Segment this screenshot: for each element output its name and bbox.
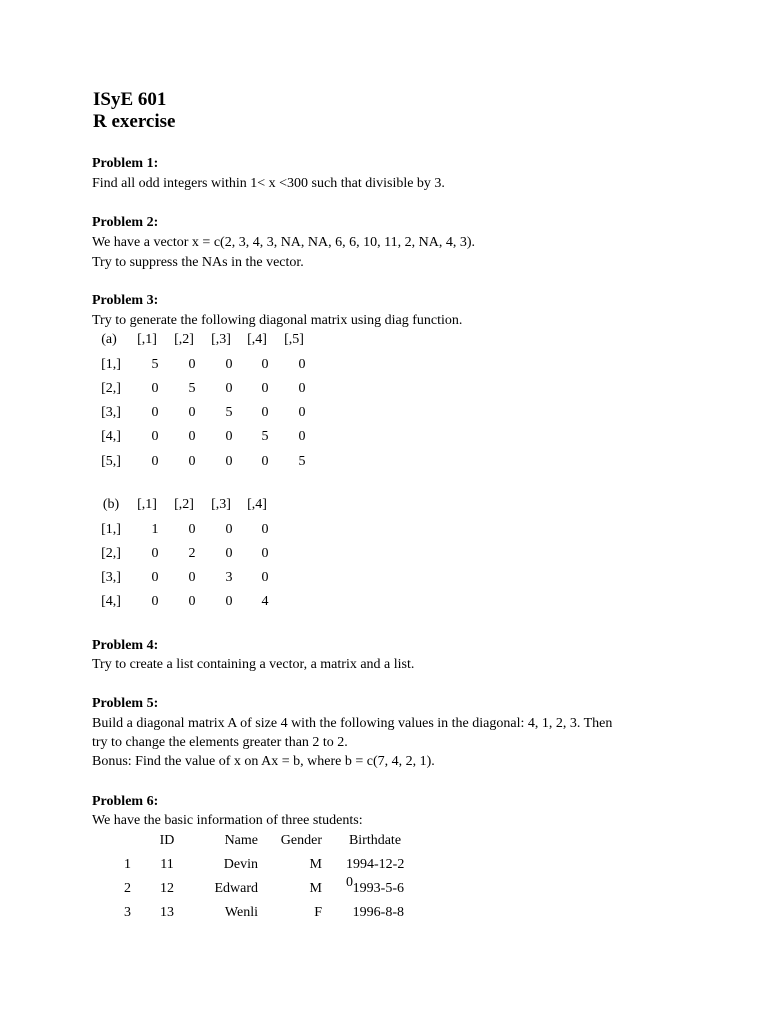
matrix-a-cell: 0 [225,429,233,444]
table-cell-birthdate: 1996-8-8 [352,905,404,920]
matrix-a-cell: 0 [261,357,269,372]
problem-5-line-2: try to change the elements greater than 2 to 2. [92,735,348,750]
matrix-a-row-header: [5,] [101,454,121,469]
table-cell-gender: F [314,905,322,920]
matrix-b-col-header: [,3] [211,497,231,512]
matrix-a-cell: 0 [225,357,233,372]
matrix-a-cell: 0 [225,454,233,469]
matrix-b-cell: 3 [225,570,233,585]
matrix-a-cell: 0 [298,381,306,396]
problem-2-heading: Problem 2: [92,215,159,230]
problem-2-line-1: We have a vector x = c(2, 3, 4, 3, NA, NA, 6, 6, 10, 11, 2, NA, 4, 3). [92,235,476,250]
matrix-b-cell: 0 [151,594,159,609]
matrix-b-cell: 0 [261,546,269,561]
table-cell-birthdate: 1993-5-6 [352,881,404,896]
matrix-a-col-header: [,2] [174,332,194,347]
matrix-b-cell: 0 [151,570,159,585]
matrix-a-cell: 5 [151,357,159,372]
course-title: ISyE 601 [93,89,167,110]
matrix-b-cell: 0 [188,522,196,537]
matrix-a-cell: 0 [151,429,159,444]
matrix-b-row-header: [2,] [101,546,121,561]
matrix-a-row-header: [2,] [101,381,121,396]
matrix-b-cell: 4 [261,594,269,609]
matrix-a-cell: 5 [261,429,269,444]
matrix-a-cell: 0 [261,405,269,420]
matrix-a-cell: 0 [151,405,159,420]
table-cell-birthdate: 1994-12-20 [346,857,405,890]
matrix-a-cell: 0 [298,405,306,420]
matrix-b-cell: 0 [225,546,233,561]
matrix-a-cell: 0 [188,429,196,444]
problem-3-text: Try to generate the following diagonal matrix using diag function. [92,313,463,328]
table-header-id: ID [159,833,175,848]
matrix-a-col-header: [,1] [137,332,157,347]
matrix-a-cell: 0 [188,454,196,469]
problem-1-heading: Problem 1: [92,156,159,171]
matrix-a-cell: 5 [188,381,196,396]
matrix-b-cell: 0 [225,594,233,609]
table-cell-gender: M [309,857,322,872]
table-cell-name: Devin [223,857,258,872]
matrix-a-row-header: [4,] [101,429,121,444]
matrix-a-row-header: [3,] [101,405,121,420]
matrix-b-cell: 0 [151,546,159,561]
table-cell-id: 13 [160,905,174,920]
matrix-b-cell: 0 [188,594,196,609]
problem-1-text: Find all odd integers within 1< x <300 such that divisible by 3. [92,176,445,191]
matrix-a-cell: 0 [261,454,269,469]
table-header-gender: Gender [280,833,322,848]
table-cell-id: 12 [160,881,174,896]
table-row-index: 3 [124,905,131,920]
matrix-a-cell: 5 [298,454,306,469]
problem-3-heading: Problem 3: [92,293,159,308]
table-row-index: 1 [124,857,131,872]
matrix-a-cell: 0 [188,405,196,420]
problem-6-heading: Problem 6: [92,794,159,809]
problem-4-text: Try to create a list containing a vector, a matrix and a list. [92,657,415,672]
matrix-b-col-header: [,2] [174,497,194,512]
matrix-b-cell: 0 [225,522,233,537]
problem-5-line-1: Build a diagonal matrix A of size 4 with the following values in the diagonal: 4, 1, 2, 3. Then [92,716,613,731]
problem-2-line-2: Try to suppress the NAs in the vector. [92,255,304,270]
problem-5-line-3: Bonus: Find the value of x on Ax = b, where b = c(7, 4, 2, 1). [92,754,435,769]
matrix-b-col-header: [,1] [137,497,157,512]
matrix-a-cell: 5 [225,405,233,420]
table-header-birthdate: Birthdate [348,833,402,848]
matrix-a-cell: 0 [298,429,306,444]
table-header-name: Name [224,833,258,848]
table-row-index: 2 [124,881,131,896]
matrix-a-row-header: [1,] [101,357,121,372]
matrix-b-label: (b) [102,497,120,512]
matrix-a-cell: 0 [261,381,269,396]
matrix-a-cell: 0 [151,381,159,396]
matrix-b-cell: 0 [261,570,269,585]
document-subtitle: R exercise [93,111,176,132]
matrix-a-label: (a) [101,332,117,347]
table-cell-name: Edward [214,881,258,896]
matrix-a-cell: 0 [298,357,306,372]
problem-4-heading: Problem 4: [92,638,159,653]
table-cell-id: 11 [160,857,174,872]
matrix-b-row-header: [3,] [101,570,121,585]
matrix-a-col-header: [,5] [284,332,304,347]
matrix-b-col-header: [,4] [247,497,267,512]
matrix-b-cell: 1 [151,522,159,537]
matrix-b-cell: 0 [261,522,269,537]
matrix-a-col-header: [,3] [211,332,231,347]
table-cell-name: Wenli [224,905,258,920]
matrix-a-col-header: [,4] [247,332,267,347]
problem-5-heading: Problem 5: [92,696,159,711]
table-cell-gender: M [309,881,322,896]
matrix-b-row-header: [1,] [101,522,121,537]
matrix-a-cell: 0 [225,381,233,396]
matrix-a-cell: 0 [188,357,196,372]
matrix-a-cell: 0 [151,454,159,469]
problem-6-text: We have the basic information of three students: [92,813,363,828]
matrix-b-row-header: [4,] [101,594,121,609]
matrix-b-cell: 2 [188,546,196,561]
matrix-b-cell: 0 [188,570,196,585]
